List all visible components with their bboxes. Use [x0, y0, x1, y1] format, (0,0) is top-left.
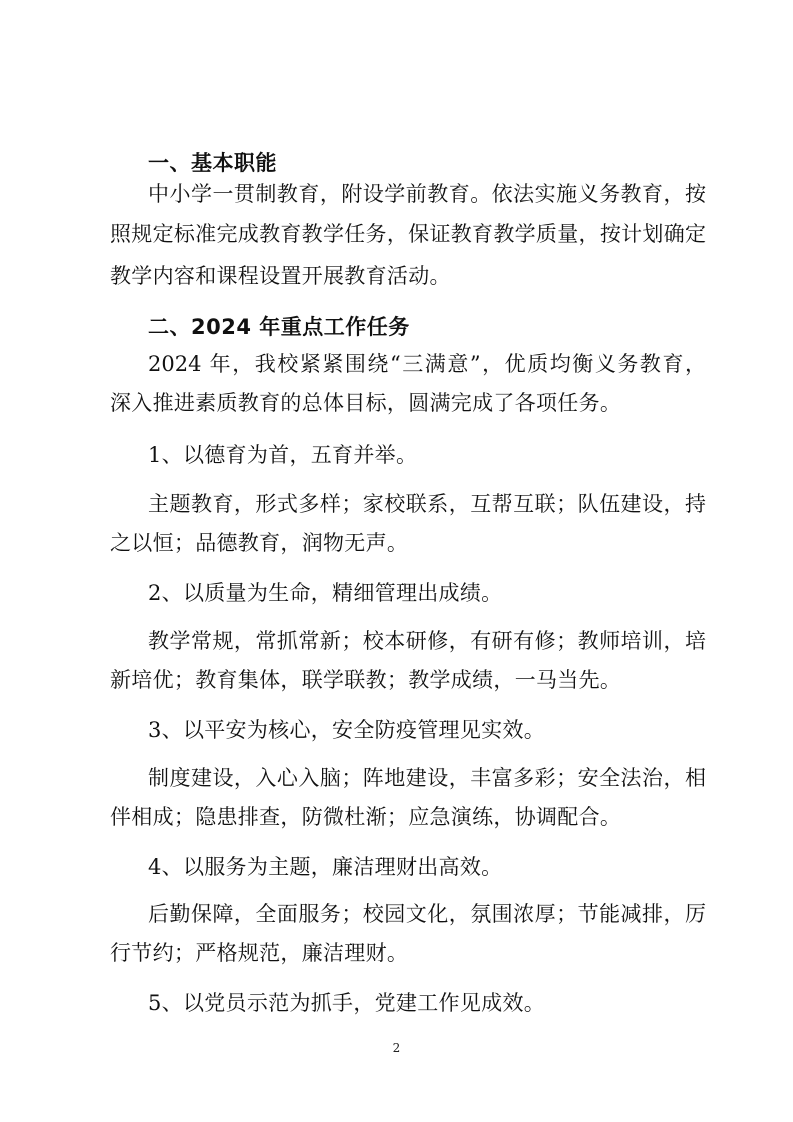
task-item-title: 5、以党员示范为抓手，党建工作见成效。 — [148, 991, 546, 1015]
task-item-title: 2、以质量为生命，精细管理出成绩。 — [148, 581, 503, 605]
paragraph-line: 后勤保障，全面服务；校园文化，氛围浓厚；节能减排，厉 — [148, 902, 706, 926]
page-number: 2 — [392, 1041, 401, 1055]
paragraph-line: 主题教育，形式多样；家校联系，互帮互联；队伍建设，持 — [148, 492, 706, 516]
paragraph-line: 2024 年，我校紧紧围绕“三满意”，优质均衡义务教育， — [148, 352, 706, 376]
paragraph-line: 之以恒；品德教育，润物无声。 — [110, 531, 409, 555]
paragraph-line: 教学内容和课程设置开展教育活动。 — [110, 264, 451, 288]
section-1-heading: 一、基本职能 — [148, 151, 277, 175]
paragraph-line: 制度建设，入心入脑；阵地建设，丰富多彩；安全法治，相 — [148, 766, 706, 790]
task-item-title: 3、以平安为核心，安全防疫管理见实效。 — [148, 718, 546, 742]
paragraph-line: 中小学一贯制教育，附设学前教育。依法实施义务教育，按 — [148, 182, 706, 206]
paragraph-line: 行节约；严格规范，廉洁理财。 — [110, 941, 409, 965]
paragraph-line: 照规定标准完成教育教学任务，保证教育教学质量，按计划确定 — [110, 222, 706, 246]
paragraph-line: 新培优；教育集体，联学联教；教学成绩，一马当先。 — [110, 668, 622, 692]
section-2-heading: 二、2024 年重点工作任务 — [148, 315, 410, 339]
paragraph-line: 教学常规，常抓常新；校本研修，有研有修；教师培训，培 — [148, 629, 706, 653]
paragraph-line: 伴相成；隐患排查，防微杜渐；应急演练，协调配合。 — [110, 805, 622, 829]
paragraph-line: 深入推进素质教育的总体目标，圆满完成了各项任务。 — [110, 391, 622, 415]
task-item-title: 4、以服务为主题，廉洁理财出高效。 — [148, 855, 503, 879]
task-item-title: 1、以德育为首，五育并举。 — [148, 443, 418, 467]
